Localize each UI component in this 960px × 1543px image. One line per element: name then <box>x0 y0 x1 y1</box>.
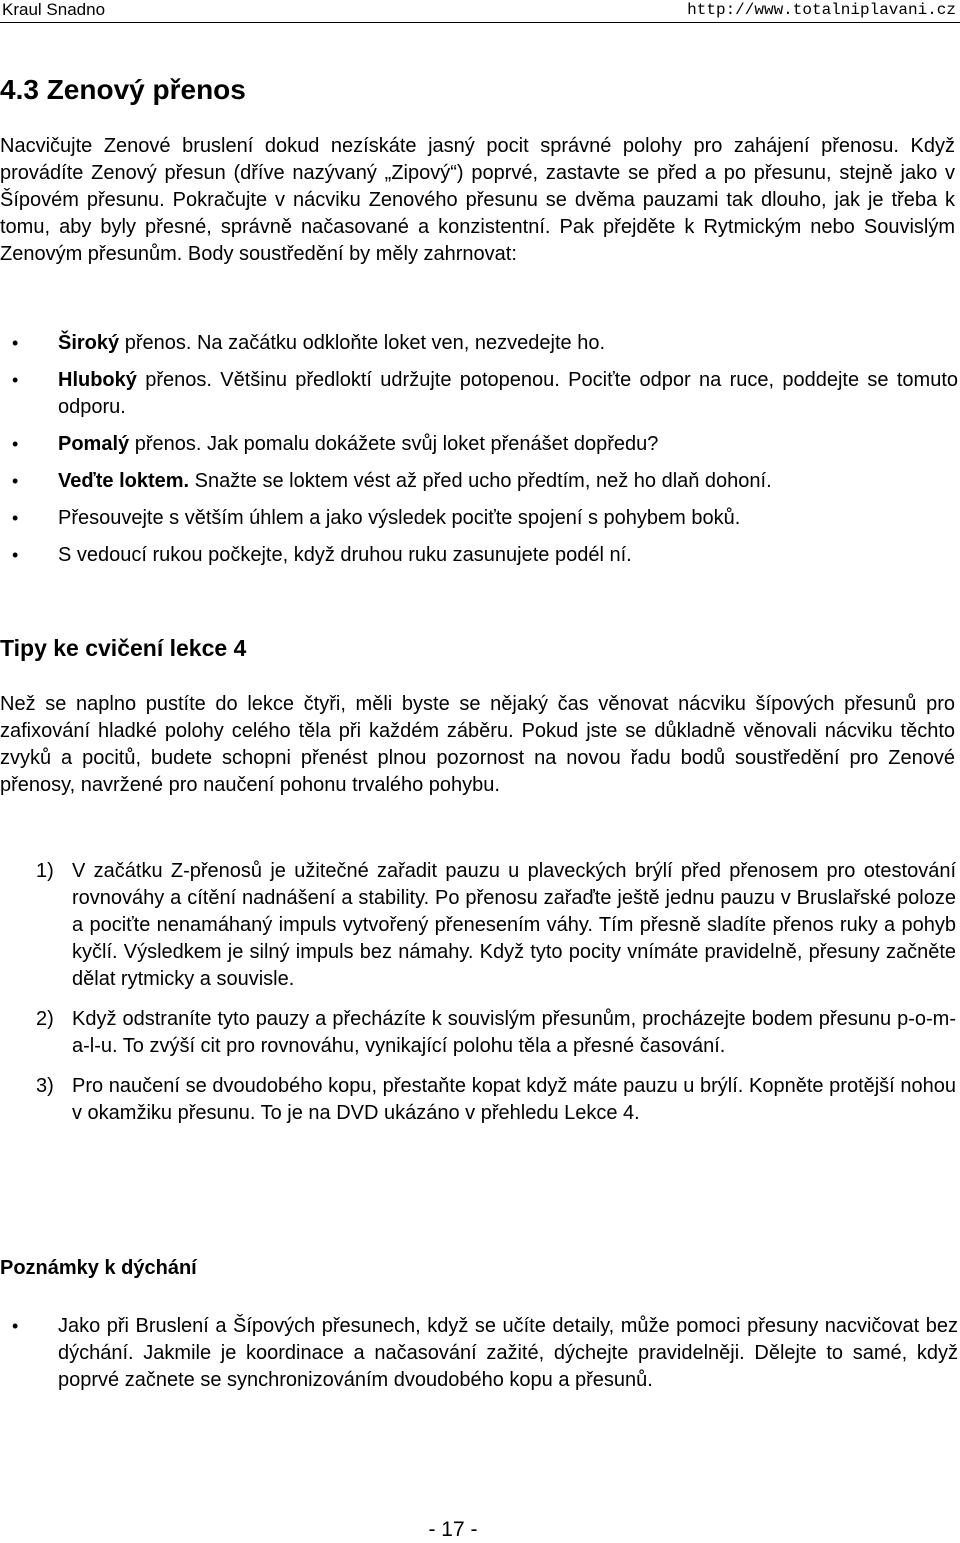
list-item: 2) Když odstraníte tyto pauzy a přecházíte k souvislým přesunům, procházejte bodem přesunu p-o-m-a-l-u. To zvýší cit pro rovnováhu, vynikající polohu těla a přesné časování. <box>36 1008 956 1057</box>
list-number: 1) <box>36 860 54 882</box>
tips-numbered-list <box>0 858 956 1127</box>
list-item: • Veďte loktem. Snažte se loktem vést až před ucho předtím, než ho dlaň dohoní. <box>0 468 958 495</box>
tips-intro-paragraph: Než se naplno pustíte do lekce čtyři, měli byste se nějaký čas věnovat nácviku šípových přesunů pro zafixování hladké polohy celého těla při každém záběru. Pokud jste se důkladně věnovali nácviku těchto zvyků a pocitů, budete schopni přenést plnou pozornost na novou řadu bodů soustředění pro Zenové přenosy, navržené pro naučení pohonu trvalého pohybu. <box>0 693 955 796</box>
focus-points-list <box>0 330 958 569</box>
list-number: 3) <box>36 1075 54 1097</box>
header-author: Kraul Snadno <box>2 0 106 19</box>
list-item: • S vedoucí rukou počkejte, když druhou ruku zasunujete podél ní. <box>0 542 958 569</box>
list-number: 2) <box>36 1008 54 1030</box>
intro-paragraph: Nacvičujte Zenové bruslení dokud nezískáte jasný pocit správné polohy pro zahájení přenosu. Když provádíte Zenový přesun (dříve nazývaný „Zipový“) poprvé, zastavte se před a po přesunu, stejně jako v Šípovém přesunu. Pokračujte v nácviku Zenového přesunu se dvěma pauzami tak dlouho, jak je třeba k tomu, aby byly přesné, správně načasované a konzistentní. Pak přejděte k Rytmickým nebo Souvislým Zenovým přesunům. Body soustředění by měly zahrnovat: <box>0 135 955 265</box>
section-title: 4.3 Zenový přenos <box>0 74 246 105</box>
breathing-heading: Poznámky k dýchání <box>0 1257 197 1279</box>
page-number: - 17 - <box>428 1518 478 1541</box>
tips-heading: Tipy ke cvičení lekce 4 <box>0 635 247 661</box>
list-item: • Široký přenos. Na začátku odkloňte loket ven, nezvedejte ho. <box>0 330 958 357</box>
header-url[interactable]: http://www.totalniplavani.cz <box>687 1 956 19</box>
list-item: 1) V začátku Z-přenosů je užitečné zařadit pauzu u plaveckých brýlí před přenosem pro otestování rovnováhy a cítění nadnášení a stability. Po přenosu zařaďte ještě jednu pauzu v Bruslařské poloze a pociťte nenamáhaný impuls vytvořený přenesením váhy. Tím přesně sladíte přenos ruky a pohyb kyčlí. Výsledkem je silný impuls bez námahy. Když tyto pocity vnímáte pravidelně, přesuny začněte dělat rytmicky a souvisle. <box>36 860 956 990</box>
list-item: • Přesouvejte s větším úhlem a jako výsledek pociťte spojení s pohybem boků. <box>0 505 958 532</box>
list-item: • Pomalý přenos. Jak pomalu dokážete svůj loket přenášet dopředu? <box>0 431 958 458</box>
list-item: • Jako při Bruslení a Šípových přesunech, když se učíte detaily, může pomoci přesuny nacvičovat bez dýchání. Jakmile je koordinace a načasování zažité, dýchejte pravidelněji. Dělejte to samé, když poprvé začnete se synchronizováním dvoudobého kopu a přesunů. <box>0 1313 958 1394</box>
list-item: • Hluboký přenos. Většinu předloktí udržujte potopenou. Pociťte odpor na ruce, poddejte se tomuto odporu. <box>0 367 958 421</box>
page-header <box>0 0 960 23</box>
list-item: 3) Pro naučení se dvoudobého kopu, přestaňte kopat když máte pauzu u brýlí. Kopněte protější nohou v okamžiku přesunu. To je na DVD ukázáno v přehledu Lekce 4. <box>36 1075 956 1124</box>
breathing-list <box>0 1313 958 1394</box>
